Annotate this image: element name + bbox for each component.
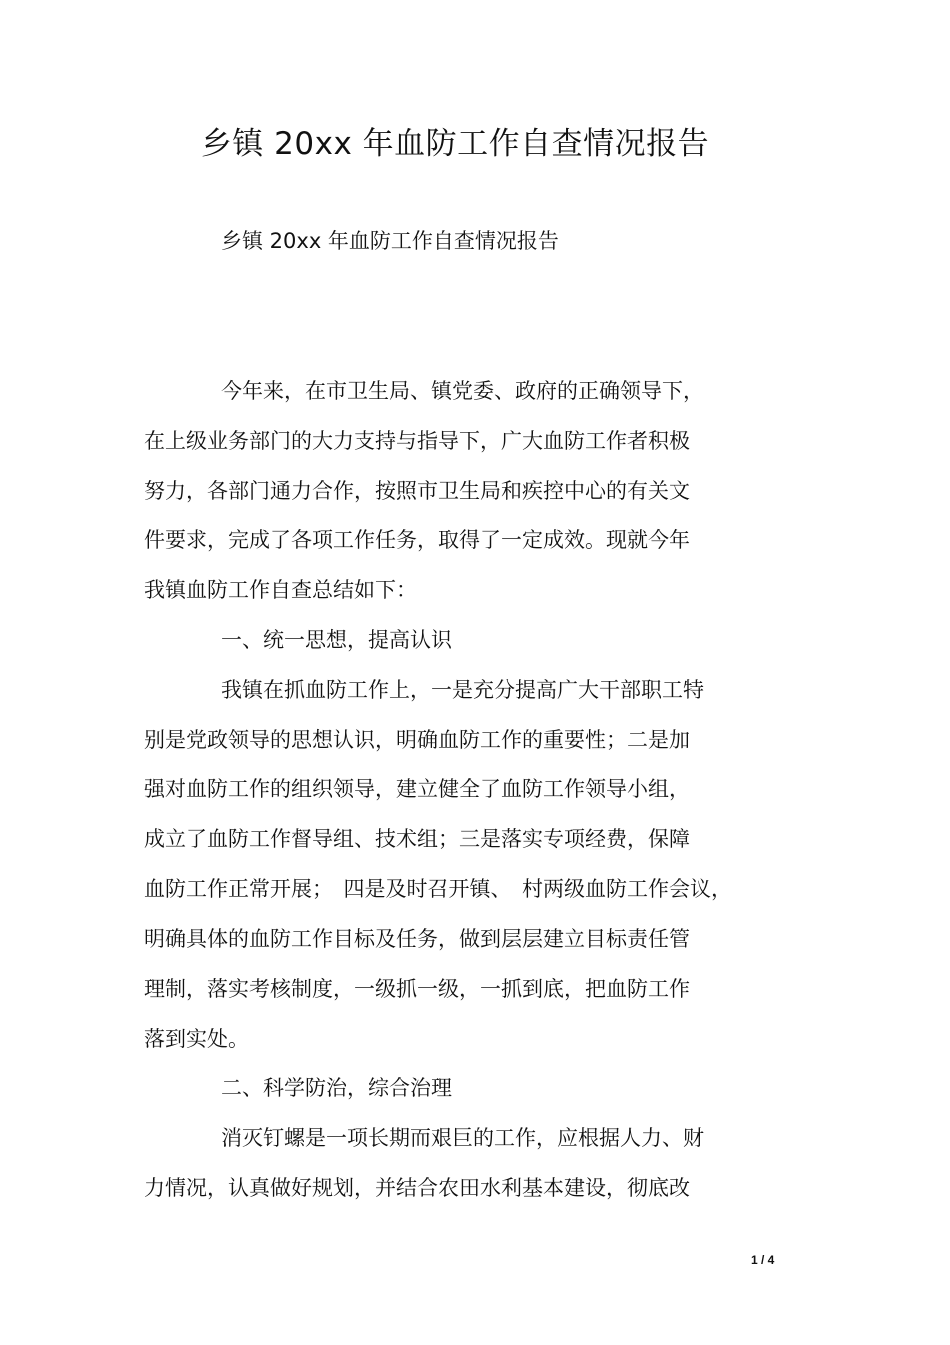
- page-number: 1 / 4: [751, 1253, 775, 1267]
- section-heading: 二、科学防治，综合治理: [221, 1076, 452, 1100]
- paragraph-line: 我镇在抓血防工作上，一是充分提高广大干部职工特: [221, 678, 704, 702]
- section-heading: 一、统一思想，提高认识: [221, 628, 452, 652]
- paragraph-line: 血防工作正常开展； 四是及时召开镇、 村两级血防工作会议，: [144, 877, 732, 901]
- paragraph-line: 落到实处。: [144, 1027, 249, 1051]
- paragraph-line: 别是党政领导的思想认识，明确血防工作的重要性；二是加: [144, 728, 690, 752]
- document-title: 乡镇 20xx 年血防工作自查情况报告: [200, 126, 710, 162]
- document-subtitle: 乡镇 20xx 年血防工作自查情况报告: [221, 229, 559, 253]
- paragraph-line: 今年来，在市卫生局、镇党委、政府的正确领导下，: [221, 379, 704, 403]
- paragraph-line: 明确具体的血防工作目标及任务，做到层层建立目标责任管: [144, 927, 690, 951]
- paragraph-line: 力情况，认真做好规划，并结合农田水利基本建设，彻底改: [144, 1176, 690, 1200]
- paragraph-line: 件要求，完成了各项工作任务，取得了一定成效。现就今年: [144, 528, 690, 552]
- paragraph-line: 理制，落实考核制度，一级抓一级，一抓到底，把血防工作: [144, 977, 690, 1001]
- paragraph-line: 强对血防工作的组织领导，建立健全了血防工作领导小组，: [144, 777, 690, 801]
- paragraph-line: 在上级业务部门的大力支持与指导下，广大血防工作者积极: [144, 429, 690, 453]
- paragraph-line: 我镇血防工作自查总结如下：: [144, 578, 417, 602]
- paragraph-line: 消灭钉螺是一项长期而艰巨的工作，应根据人力、财: [221, 1126, 704, 1150]
- paragraph-line: 成立了血防工作督导组、技术组；三是落实专项经费，保障: [144, 827, 690, 851]
- paragraph-line: 努力，各部门通力合作，按照市卫生局和疾控中心的有关文: [144, 479, 690, 503]
